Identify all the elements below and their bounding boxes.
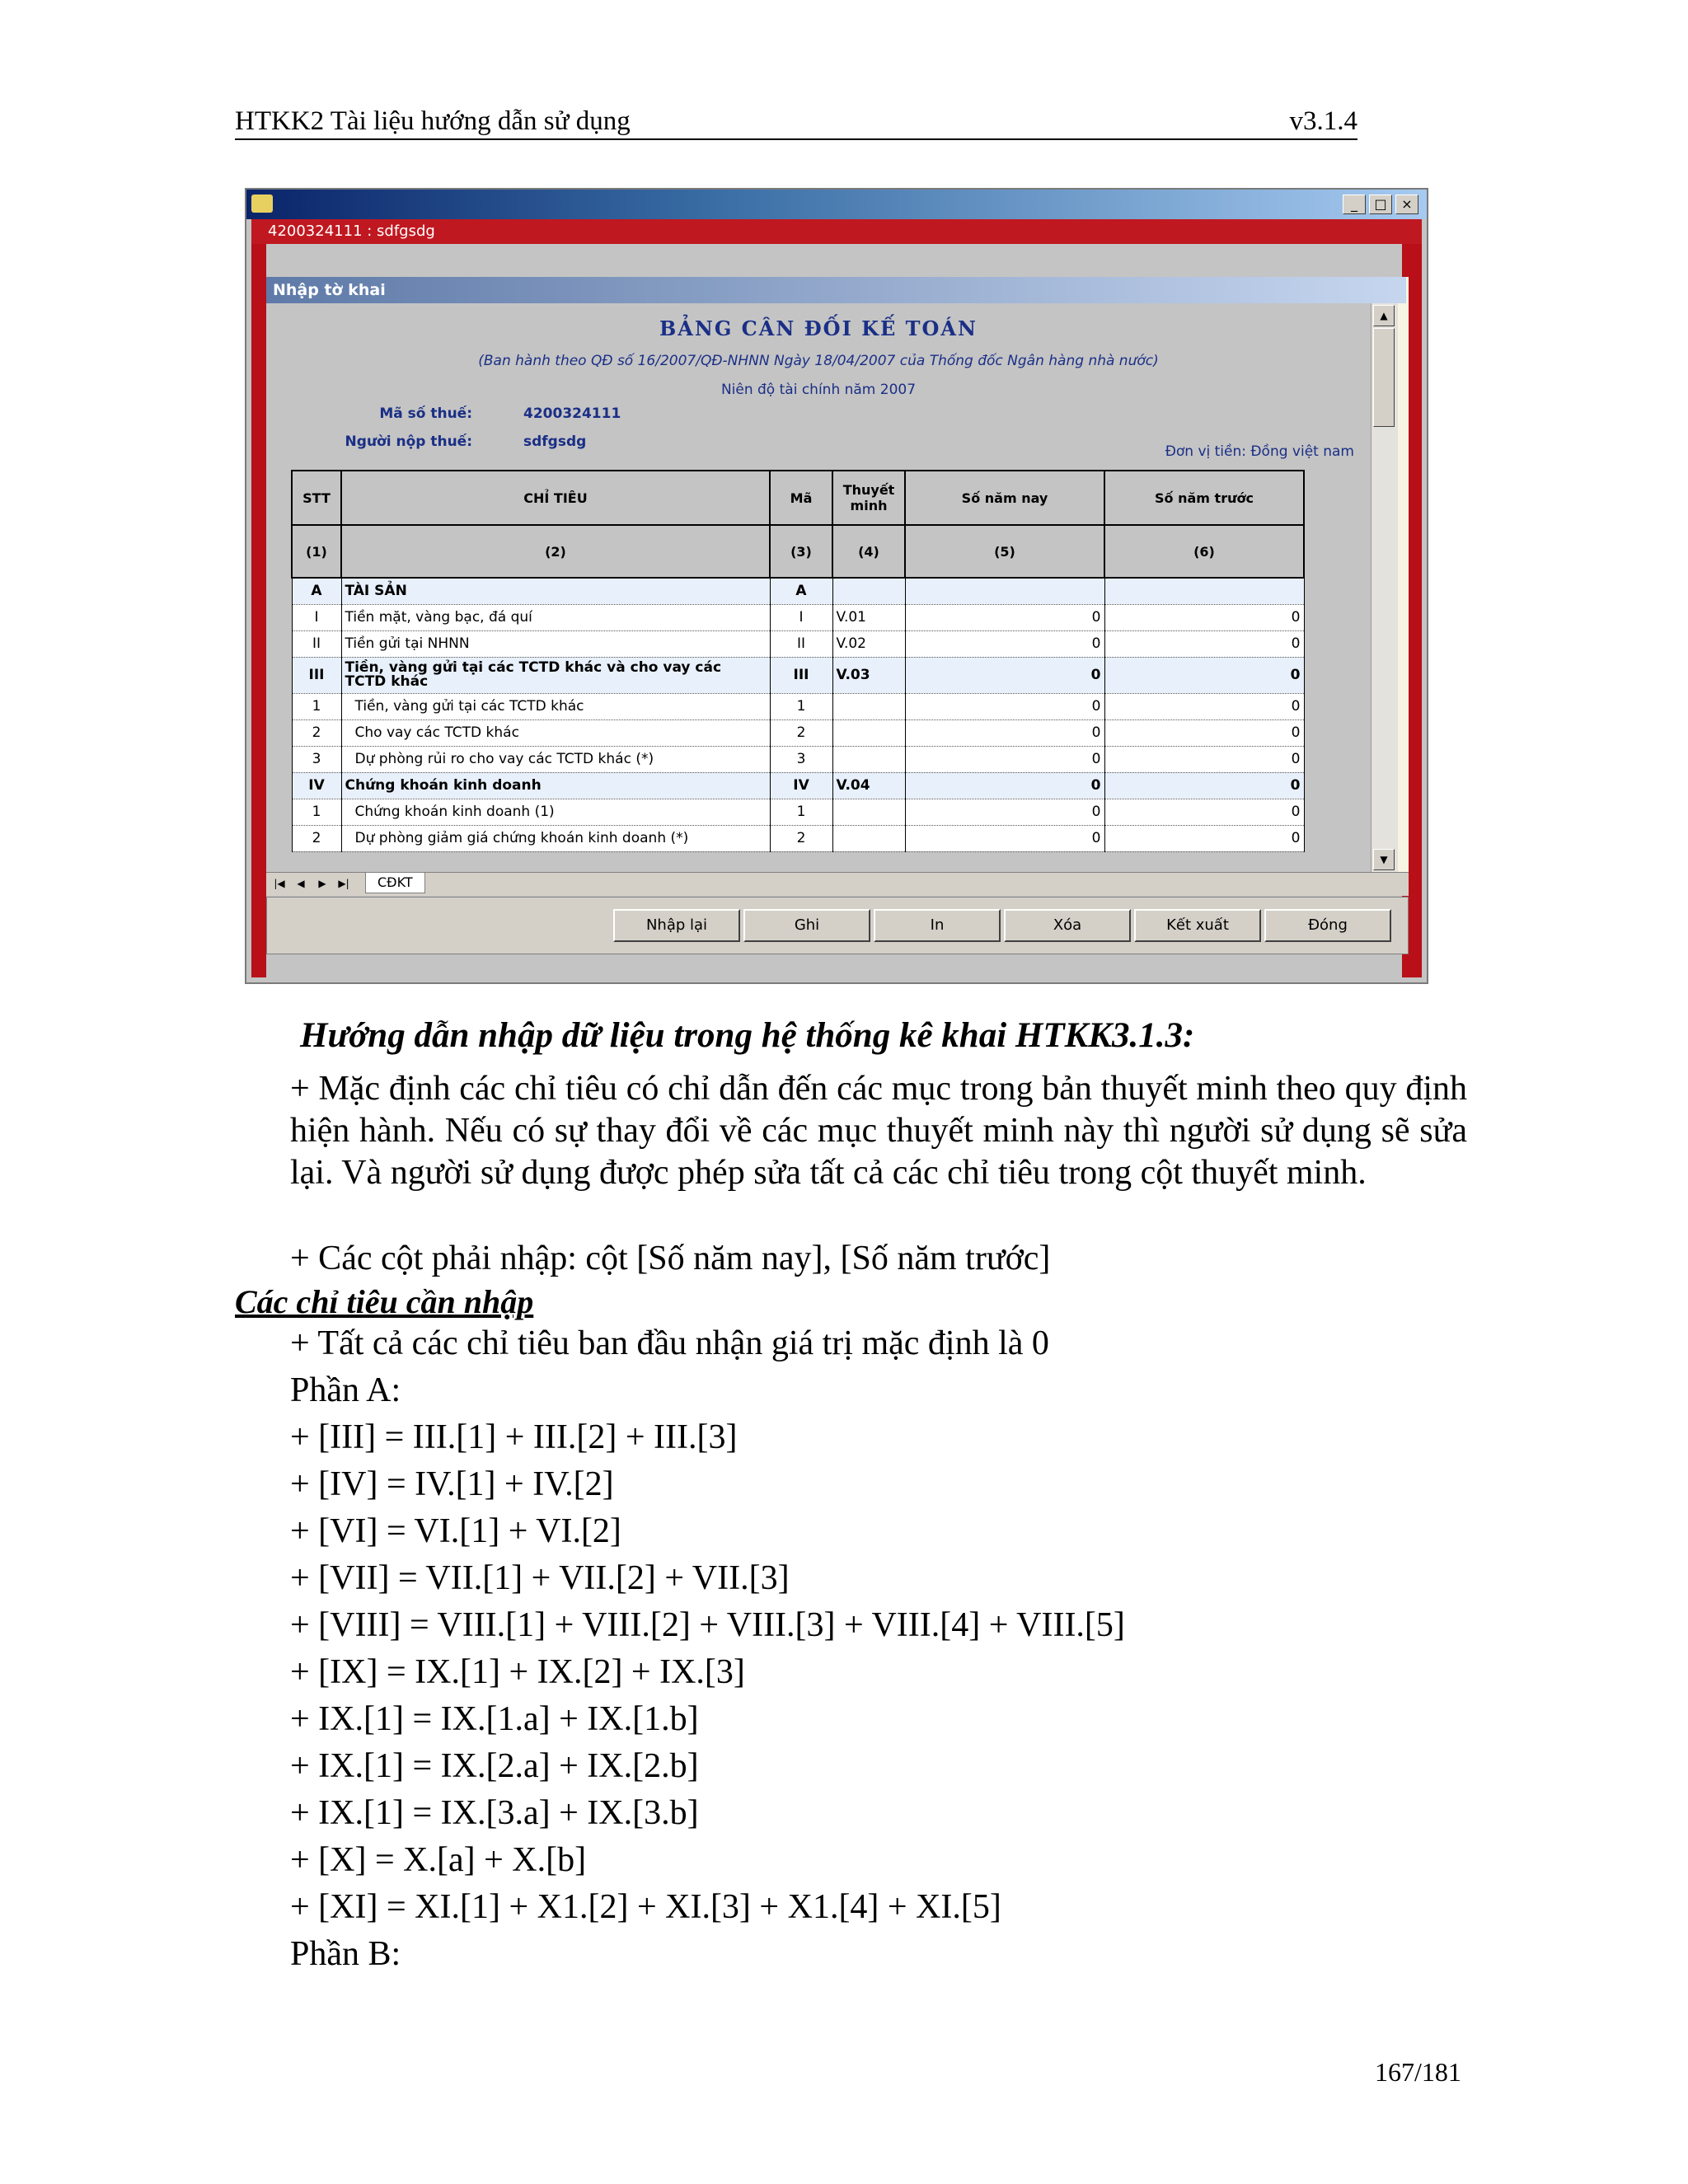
row-note[interactable] [832,825,905,851]
row-indicator: Dự phòng giảm giá chứng khoán kinh doanh (*) [341,825,770,851]
col-number: (1) [292,525,341,578]
row-stt: IV [292,772,341,799]
close-form-button[interactable]: Đóng [1264,909,1391,942]
previous-year-input[interactable] [1104,578,1304,604]
row-stt: 2 [292,825,341,851]
row-code: IV [770,772,832,799]
col-number: (6) [1104,525,1304,578]
table-body [292,578,1304,851]
sheet-tab-strip [266,872,1409,896]
table-row [292,746,1304,772]
row-stt: 1 [292,799,341,825]
row-stt: A [292,578,341,604]
app-window [245,188,1428,984]
maximize-button[interactable]: □ [1369,194,1392,214]
previous-year-input[interactable]: 0 [1104,719,1304,746]
formula-line: Phần B: [290,1935,401,1973]
row-indicator: Tiền mặt, vàng bạc, đá quí [341,604,770,630]
currency-unit: Đơn vị tiền: Đồng việt nam [1165,443,1354,460]
tax-code-label: Mã số thuế: [379,405,472,422]
first-sheet-icon[interactable]: |◀ [274,878,285,889]
frame-left [251,244,266,977]
formula-line: Phần A: [290,1371,401,1409]
table-row [292,693,1304,719]
col-header-note: Thuyết minh [832,471,905,525]
next-sheet-icon[interactable]: ▶ [318,878,326,889]
vertical-scrollbar[interactable] [1371,303,1398,872]
table-row [292,604,1304,630]
formula-line: + [III] = III.[1] + III.[2] + III.[3] [290,1418,738,1456]
balance-sheet-table [291,470,1305,852]
row-code: 1 [770,799,832,825]
row-note[interactable]: V.02 [832,630,905,657]
formula-line: + [IX] = IX.[1] + IX.[2] + IX.[3] [290,1653,745,1691]
previous-year-input[interactable]: 0 [1104,657,1304,693]
row-code: 3 [770,746,832,772]
formula-line: + [VII] = VII.[1] + VII.[2] + VII.[3] [290,1559,790,1597]
row-stt: 1 [292,693,341,719]
previous-year-input[interactable]: 0 [1104,772,1304,799]
close-button[interactable]: × [1395,194,1418,214]
previous-year-input[interactable]: 0 [1104,825,1304,851]
delete-button[interactable]: Xóa [1004,909,1131,942]
row-note[interactable] [832,746,905,772]
table-row [292,719,1304,746]
scroll-thumb[interactable] [1373,328,1395,427]
row-note[interactable] [832,799,905,825]
row-note[interactable] [832,693,905,719]
row-indicator: Dự phòng rủi ro cho vay các TCTD khác (*) [341,746,770,772]
row-code: 2 [770,719,832,746]
row-note[interactable] [832,719,905,746]
scroll-down-icon[interactable]: ▼ [1373,849,1395,870]
last-sheet-icon[interactable]: ▶| [338,878,349,889]
col-header-previous-year: Số năm trước [1104,471,1304,525]
form-area [266,303,1371,872]
formula-line: + [IV] = IV.[1] + IV.[2] [290,1465,614,1503]
formula-line: + [XI] = XI.[1] + X1.[2] + XI.[3] + X1.[4] + XI.[5] [290,1888,1001,1926]
current-year-input[interactable]: 0 [905,746,1104,772]
previous-year-input[interactable]: 0 [1104,630,1304,657]
section-heading: Các chỉ tiêu cần nhập [235,1283,534,1320]
formula-line: + [VIII] = VIII.[1] + VIII.[2] + VIII.[3] + VIII.[4] + VIII.[5] [290,1606,1125,1644]
tab-cdkt[interactable]: CĐKT [365,873,425,893]
col-header-stt: STT [292,471,341,525]
guide-heading: Hướng dẫn nhập dữ liệu trong hệ thống kê khai HTKK3.1.3: [300,1016,1195,1055]
row-indicator: Chứng khoán kinh doanh [341,772,770,799]
col-header-current-year: Số năm nay [905,471,1104,525]
prev-sheet-icon[interactable]: ◀ [297,878,305,889]
current-year-input[interactable]: 0 [905,693,1104,719]
form-title: BẢNG CÂN ĐỐI KẾ TOÁN [659,316,978,340]
dialog-title: Nhập tờ khai [266,277,1406,303]
previous-year-input[interactable]: 0 [1104,799,1304,825]
form-subtitle: (Ban hành theo QĐ số 16/2007/QĐ-NHNN Ngày 18/04/2007 của Thống đốc Ngân hàng nhà nước) [478,353,1159,369]
formula-line: + IX.[1] = IX.[3.a] + IX.[3.b] [290,1794,699,1832]
formula-line: + IX.[1] = IX.[2.a] + IX.[2.b] [290,1747,699,1785]
current-year-input[interactable]: 0 [905,825,1104,851]
previous-year-input[interactable]: 0 [1104,604,1304,630]
save-button[interactable]: Ghi [743,909,870,942]
row-code: A [770,578,832,604]
col-number: (3) [770,525,832,578]
row-code: I [770,604,832,630]
action-button-bar [266,897,1409,954]
current-year-input[interactable]: 0 [905,772,1104,799]
current-year-input[interactable]: 0 [905,657,1104,693]
previous-year-input[interactable]: 0 [1104,746,1304,772]
tax-code-value: 4200324111 [523,405,621,422]
row-indicator: Tiền, vàng gửi tại các TCTD khác và cho vay các TCTD khác [341,657,770,693]
row-indicator: Cho vay các TCTD khác [341,719,770,746]
row-code: II [770,630,832,657]
previous-year-input[interactable]: 0 [1104,693,1304,719]
row-stt: III [292,657,341,693]
formula-line: + [VI] = VI.[1] + VI.[2] [290,1512,621,1550]
row-note[interactable]: V.01 [832,604,905,630]
current-year-input[interactable]: 0 [905,604,1104,630]
row-stt: II [292,630,341,657]
row-stt: 3 [292,746,341,772]
current-year-input[interactable] [905,578,1104,604]
taxpayer-bar: 4200324111 : sdfgsdg [251,219,1422,244]
row-indicator: Chứng khoán kinh doanh (1) [341,799,770,825]
table-row [292,799,1304,825]
guide-paragraph: + Mặc định các chỉ tiêu có chỉ dẫn đến các mục trong bản thuyết minh theo quy định hiện hành. Nếu có sự thay đổi về các mục thuyết minh này thì người sử dụng sẽ sửa lại. Và người sử dụng được phép sửa tất cả các chỉ tiêu trong cột thuyết minh. [290,1070,1467,1192]
row-code: III [770,657,832,693]
table-row [292,772,1304,799]
col-header-code: Mã [770,471,832,525]
formula-line: + [X] = X.[a] + X.[b] [290,1841,587,1879]
formula-line: + Tất cả các chỉ tiêu ban đầu nhận giá trị mặc định là 0 [290,1324,1049,1362]
doc-title: HTKK2 Tài liệu hướng dẫn sử dụng [235,106,631,136]
row-indicator: TÀI SẢN [341,578,770,604]
app-logo-icon [251,194,273,213]
page-number: 167/181 [1375,2057,1461,2087]
row-code: 2 [770,825,832,851]
window-titlebar [246,190,1427,219]
export-button[interactable]: Kết xuất [1134,909,1261,942]
current-year-input[interactable]: 0 [905,630,1104,657]
row-stt: I [292,604,341,630]
row-indicator: Tiền, vàng gửi tại các TCTD khác [341,693,770,719]
fiscal-year: Niên độ tài chính năm 2007 [720,382,917,398]
col-header-indicator: CHỈ TIÊU [341,471,770,525]
current-year-input[interactable]: 0 [905,719,1104,746]
table-row [292,578,1304,604]
row-note[interactable]: V.03 [832,657,905,693]
formula-line: + IX.[1] = IX.[1.a] + IX.[1.b] [290,1700,699,1738]
page-header [235,105,1357,140]
row-stt: 2 [292,719,341,746]
row-indicator: Tiền gửi tại NHNN [341,630,770,657]
payer-label: Người nộp thuế: [345,434,472,450]
col-number: (2) [341,525,770,578]
row-note[interactable] [832,578,905,604]
table-row [292,825,1304,851]
print-button[interactable]: In [874,909,1001,942]
scroll-up-icon[interactable]: ▲ [1373,305,1395,326]
payer-value: sdfgsdg [523,434,587,450]
col-number: (5) [905,525,1104,578]
table-row [292,657,1304,693]
minimize-button[interactable]: _ [1343,194,1366,214]
formula-list [290,1320,1125,1978]
table-row [292,630,1304,657]
reset-button[interactable]: Nhập lại [613,909,740,942]
col-number: (4) [832,525,905,578]
guide-paragraph: + Các cột phải nhập: cột [Số năm nay], [Số năm trước] [290,1240,1051,1277]
row-note[interactable]: V.04 [832,772,905,799]
doc-version: v3.1.4 [1289,106,1357,136]
current-year-input[interactable]: 0 [905,799,1104,825]
row-code: 1 [770,693,832,719]
